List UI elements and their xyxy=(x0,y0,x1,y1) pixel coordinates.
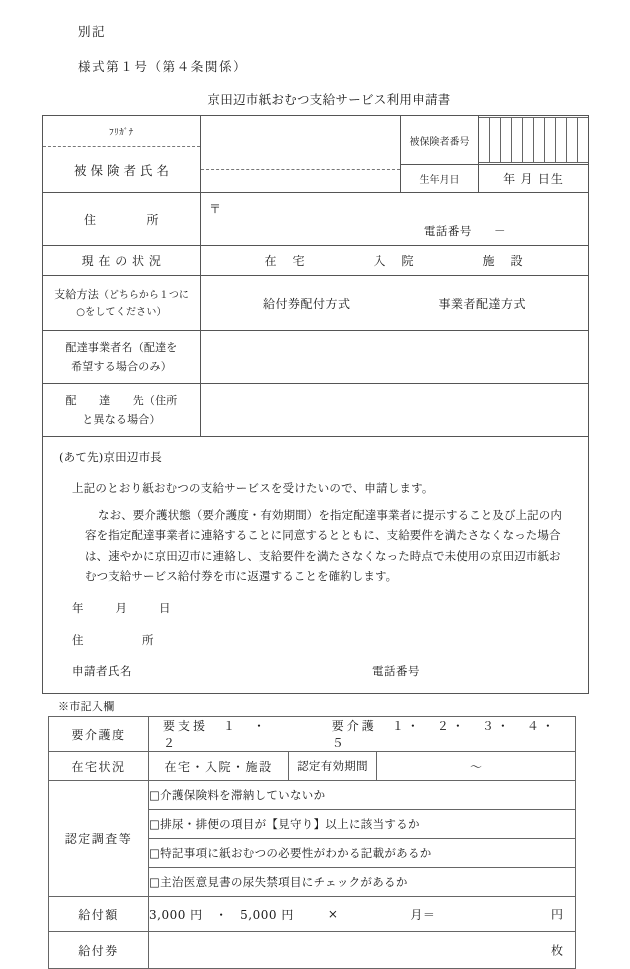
supply-method-label: 支給方法（どちらから１つに xyxy=(54,287,189,301)
voucher-input[interactable] xyxy=(149,932,576,969)
care-level-label: 要介護度 xyxy=(49,717,149,752)
declaration-paragraph-2: なお、要介護状態（要介護度・有効期間）を指定配達事業者に提示すること及び上記の内容を指定配達事業者に連絡することに同意するとともに、支給要件を満たさなくなった場合は、速やかに京田辺市に連絡し、支給要件を満たさなくなった時点で未使用の京田辺市紙おむつ支給サービス給付券を市に返還することを確約します。 xyxy=(85,508,562,583)
home-status-options[interactable]: 在宅・入院・施設 xyxy=(149,752,289,781)
delivery-dest-label-line1: 配 達 先（住所 xyxy=(65,393,178,407)
number-cell[interactable] xyxy=(533,118,544,163)
benefit-month-label: 月＝ xyxy=(410,907,436,922)
number-cell[interactable] xyxy=(577,118,588,163)
supply-method-note: ○をしてください） xyxy=(76,307,167,318)
benefit-amount-unit: 円 xyxy=(551,907,564,922)
applicant-name-label: 申請者氏名 xyxy=(72,664,132,678)
voucher-label: 給付券 xyxy=(49,932,149,969)
status-option-home[interactable]: 在 宅 xyxy=(264,254,307,268)
valid-period-label: 認定有効期間 xyxy=(289,752,377,781)
support-level-group[interactable]: 要支援 １ ・ ２ xyxy=(163,719,284,751)
telephone-dash: － xyxy=(494,223,506,238)
document-header xyxy=(0,0,630,75)
delivery-dest-label-cell xyxy=(43,384,201,437)
delivery-dest-label-line2: と異なる場合） xyxy=(82,413,161,426)
benefit-amount-input[interactable] xyxy=(149,897,576,932)
number-cell[interactable] xyxy=(523,118,534,163)
number-cell[interactable] xyxy=(544,118,555,163)
delivery-dest-input[interactable] xyxy=(201,384,589,437)
applicant-table xyxy=(42,115,589,694)
care-level-options[interactable] xyxy=(149,717,576,752)
checklist-item[interactable]: □排尿・排便の項目が【見守り】以上に該当するか xyxy=(149,810,576,839)
number-cell[interactable] xyxy=(555,118,566,163)
dob-label: 生年月日 xyxy=(401,165,479,193)
insured-number-grid[interactable] xyxy=(479,117,588,163)
delivery-vendor-input[interactable] xyxy=(201,331,589,384)
valid-period-input[interactable]: ～ xyxy=(377,752,576,781)
table-row xyxy=(43,116,589,165)
appendix-label: 別記 xyxy=(78,24,107,39)
furigana-input[interactable] xyxy=(201,139,400,170)
supply-option-voucher[interactable]: 給付券配付方式 xyxy=(262,296,351,311)
current-status-label: 現 在 の 状 況 xyxy=(43,246,201,276)
number-cell[interactable] xyxy=(490,118,501,163)
care-level-group[interactable]: 要介護 １・ ２・ ３・ ４・ ５ xyxy=(331,719,572,751)
benefit-amount-label: 給付額 xyxy=(49,897,149,932)
delivery-vendor-label-line1: 配達事業者名（配達を xyxy=(65,340,178,354)
furigana-label: ﾌﾘｶﾞﾅ xyxy=(43,116,200,147)
form-number-label: 様式第１号（第４条関係） xyxy=(78,59,248,74)
voucher-unit: 枚 xyxy=(551,943,564,958)
table-row xyxy=(43,193,589,246)
number-cell[interactable] xyxy=(512,118,523,163)
supply-method-label-cell xyxy=(43,276,201,331)
city-use-table xyxy=(48,716,576,969)
dob-year-label: 年 xyxy=(503,172,517,186)
address-label: 住 所 xyxy=(43,193,201,246)
number-cell[interactable] xyxy=(501,118,512,163)
table-row xyxy=(49,897,576,932)
address-input[interactable] xyxy=(201,193,589,246)
supply-method-options[interactable] xyxy=(201,276,589,331)
delivery-vendor-label-cell xyxy=(43,331,201,384)
declaration-address-label[interactable]: 住 所 xyxy=(72,632,160,647)
insured-number-cells[interactable] xyxy=(479,116,589,165)
table-row xyxy=(43,276,589,331)
checklist-item[interactable]: □介護保険料を滞納していないか xyxy=(149,781,576,810)
applicant-signature-row[interactable] xyxy=(59,661,572,681)
page-title: 京田辺市紙おむつ支給サービス利用申請書 xyxy=(207,92,451,107)
number-cell[interactable] xyxy=(479,118,490,163)
telephone-field[interactable] xyxy=(209,223,580,239)
insured-number-label: 被保険者番号 xyxy=(401,116,479,165)
number-cell[interactable] xyxy=(566,118,577,163)
table-row xyxy=(49,781,576,810)
benefit-amount-options[interactable]: 3,000 円 ・ 5,000 円 xyxy=(149,907,294,922)
declaration-paragraph-1: 上記のとおり紙おむつの支給サービスを受けたいので、申請します。 xyxy=(72,481,434,496)
insured-name-label: 被保険者氏名 xyxy=(73,162,173,178)
dob-input[interactable] xyxy=(479,165,589,193)
city-use-note: ※市記入欄 xyxy=(58,700,115,714)
delivery-vendor-label-line2: 希望する場合のみ） xyxy=(71,360,172,373)
postal-code-mark: 〒 xyxy=(209,201,222,216)
insured-name-input[interactable] xyxy=(201,116,401,193)
telephone-label: 電話番号 xyxy=(423,223,472,238)
declaration-date-line[interactable]: 年 月 日 xyxy=(72,600,174,615)
table-row xyxy=(43,246,589,276)
dob-day-label: 日生 xyxy=(537,172,564,186)
addressee-line: (あて先)京田辺市長 xyxy=(59,450,162,464)
home-status-label: 在宅状況 xyxy=(49,752,149,781)
table-row xyxy=(49,752,576,781)
table-row xyxy=(49,932,576,969)
supply-option-vendor-delivery[interactable]: 事業者配達方式 xyxy=(438,296,526,311)
insured-name-label-cell xyxy=(43,116,201,193)
table-row xyxy=(43,331,589,384)
dob-month-label: 月 xyxy=(520,172,534,186)
table-row xyxy=(43,384,589,437)
survey-label: 認定調査等 xyxy=(49,781,149,897)
declaration-cell xyxy=(43,437,589,694)
current-status-options[interactable] xyxy=(201,246,589,276)
table-row xyxy=(43,437,589,694)
multiply-symbol: × xyxy=(327,907,339,922)
status-option-hospital[interactable]: 入 院 xyxy=(373,254,416,268)
applicant-telephone-label: 電話番号 xyxy=(372,664,420,678)
checklist-item[interactable]: □主治医意見書の尿失禁項目にチェックがあるか xyxy=(149,868,576,897)
checklist-item[interactable]: □特記事項に紙おむつの必要性がわかる記載があるか xyxy=(149,839,576,868)
status-option-facility[interactable]: 施 設 xyxy=(482,254,525,268)
table-row xyxy=(49,717,576,752)
